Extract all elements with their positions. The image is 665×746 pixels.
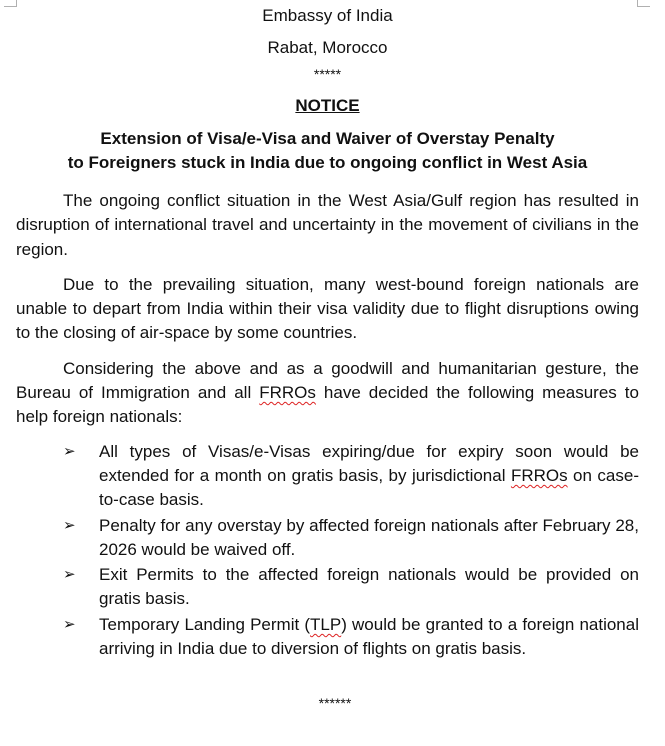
paragraph-3-text-b: have decided the following measures to help foreign nationals: [16,383,639,427]
measures-list [16,440,639,662]
list-item [16,514,639,563]
footer-separator: ****** [318,695,352,711]
paragraph-3 [16,357,639,430]
paragraph-1: The ongoing conflict situation in the West Asia/Gulf region has resulted in disruption of international travel and uncertainty in the movement of civilians in the region. [16,191,639,259]
list-item [16,563,639,612]
document-page [16,0,639,662]
notice-subject-line-2: to Foreigners stuck in India due to ongoing conflict in West Asia [67,153,588,172]
list-item [16,613,639,662]
notice-subject-line-1: Extension of Visa/e-Visa and Waiver of Overstay Penalty [100,129,555,148]
arrow-bullet-icon: ➢ [63,566,76,584]
list-item [16,440,639,513]
notice-heading: NOTICE [295,96,360,115]
embassy-location: Rabat, Morocco [267,38,388,57]
arrow-bullet-icon: ➢ [63,516,76,534]
measure-2-text: Penalty for any overstay by affected foreign nationals after February 28, 2026 would be waived off. [99,515,639,559]
paragraph-2: Due to the prevailing situation, many west-bound foreign nationals are unable to depart from India within their visa validity due to flight disruptions owing to the closing of air-space by some countries. [16,274,639,343]
arrow-bullet-icon: ➢ [63,442,76,460]
header-separator: ***** [313,66,342,82]
measure-1-text-b: on case-to-case basis. [99,465,639,510]
embassy-name: Embassy of India [262,6,393,25]
measure-3-text: Exit Permits to the affected foreign nationals would be provided on gratis basis. [99,565,639,609]
measure-1-text-a: All types of Visas/e-Visas expiring/due for expiry soon would be extended for a month on gratis basis, by jurisdictional [99,441,639,485]
arrow-bullet-icon: ➢ [63,615,76,633]
notice-subject [16,127,639,175]
spellcheck-word-tlp: TLP [310,614,342,634]
spellcheck-word-frros: FRROs [510,465,568,485]
measure-4-text-b: ) would be granted to a foreign national arriving in India due to diversion of flights on gratis basis. [99,614,639,659]
measure-4-text-a: Temporary Landing Permit ( [99,614,311,634]
paragraph-3-text-a: Considering the above and as a goodwill and humanitarian gesture, the Bureau of Immigration and all [16,358,639,403]
spellcheck-word-frros: FRROs [259,383,316,403]
